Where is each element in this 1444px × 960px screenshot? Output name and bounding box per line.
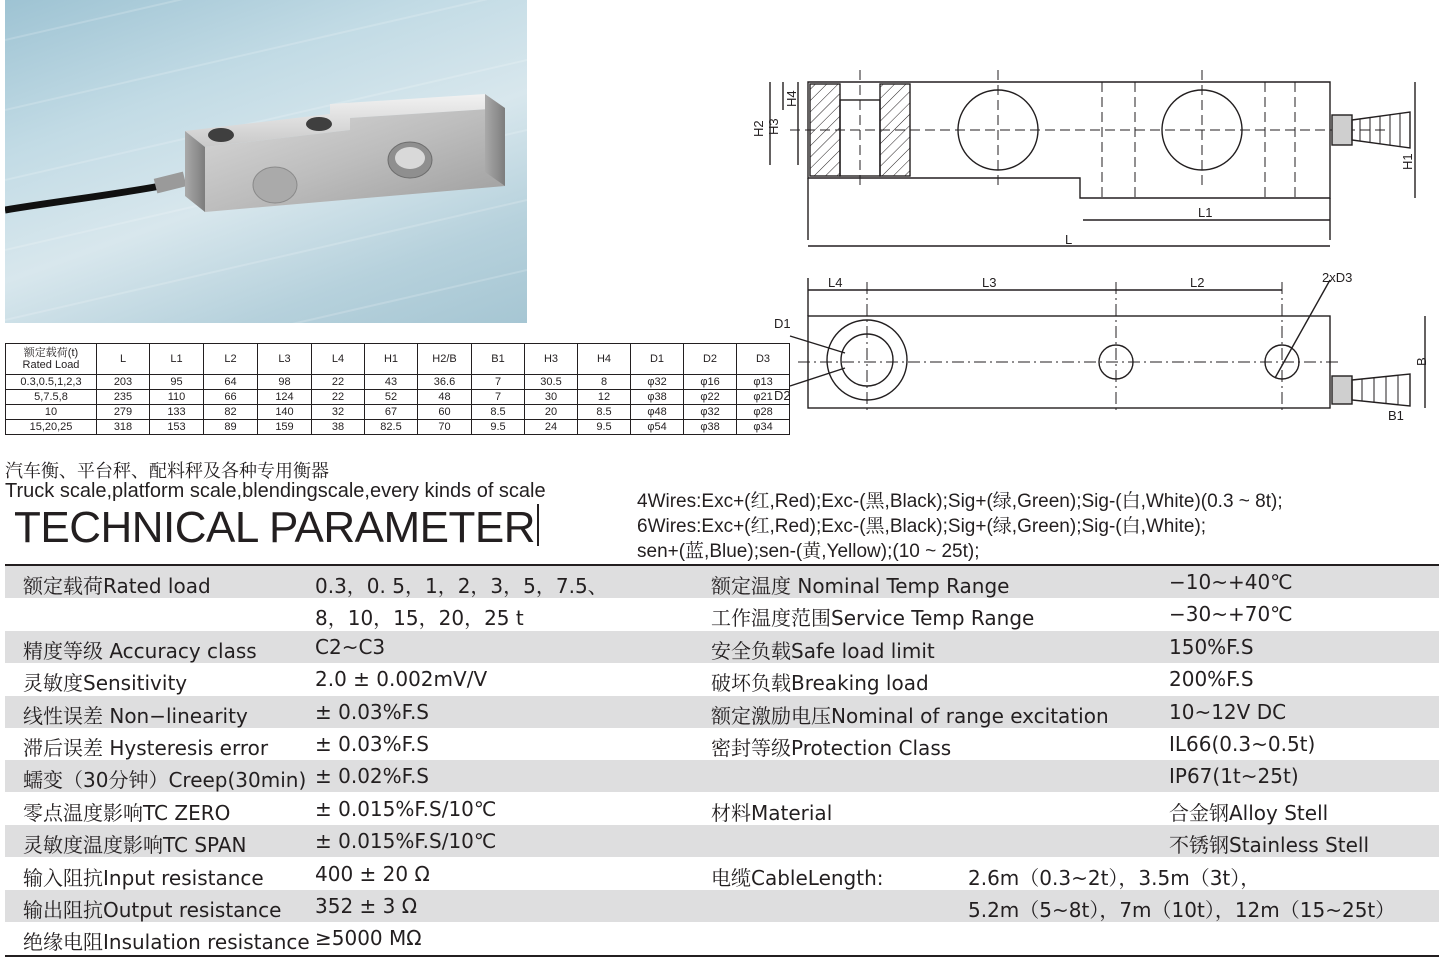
- dimension-cell: φ32: [684, 405, 737, 420]
- wiring-line-3: sen+(蓝,Blue);sen-(黄,Yellow);(10 ~ 25t);: [637, 541, 980, 562]
- dimension-cell: 82: [204, 405, 258, 420]
- dimension-cell: 82.5: [365, 420, 418, 435]
- dimension-cell: φ34: [737, 420, 790, 435]
- dimension-cell: 7: [472, 375, 525, 390]
- column-header: H3: [525, 344, 578, 375]
- param-name-right: 工作温度范围Service Temp Range: [711, 606, 1035, 631]
- dim-label-l4: L4: [828, 275, 843, 290]
- text-cursor: [537, 504, 539, 546]
- dim-label-h3: H3: [766, 118, 781, 135]
- column-header: B1: [472, 344, 525, 375]
- dim-label-2xd3: 2xD3: [1322, 270, 1353, 285]
- dimension-cell: 159: [258, 420, 312, 435]
- dimension-cell: 70: [418, 420, 472, 435]
- product-photo: [5, 0, 527, 323]
- dimension-cell: φ32: [631, 375, 684, 390]
- param-value: C2~C3: [315, 634, 386, 659]
- dimension-cell: 30: [525, 390, 578, 405]
- parameter-row: [5, 890, 1439, 922]
- dimension-table-header: [6, 344, 790, 375]
- parameter-row: [5, 663, 1439, 695]
- column-header: H2/B: [418, 344, 472, 375]
- dimension-cell: 95: [150, 375, 204, 390]
- dimension-table-body: [6, 375, 790, 435]
- dimension-cell: φ22: [684, 390, 737, 405]
- parameter-row: [5, 793, 1439, 825]
- dimension-cell: 24: [525, 420, 578, 435]
- dimension-cell: φ16: [684, 375, 737, 390]
- param-value-right: 合金钢Alloy Stell: [1169, 800, 1329, 825]
- param-value: 2.0 ± 0.002mV/V: [315, 667, 488, 692]
- dimension-cell: 8.5: [578, 405, 631, 420]
- param-name: 线性误差 Non−linearity: [23, 703, 248, 728]
- parameter-row: [5, 825, 1439, 857]
- dimension-cell: 124: [258, 390, 312, 405]
- application-cn: 汽车衡、平台秤、配料秤及各种专用衡器: [5, 461, 329, 482]
- dimension-cell: 52: [365, 390, 418, 405]
- param-value-right: 不锈钢Stainless Stell: [1169, 833, 1370, 858]
- param-value: ± 0.015%F.S/10℃: [315, 796, 497, 821]
- dim-label-b: B: [1414, 357, 1429, 366]
- param-value: ± 0.02%F.S: [315, 764, 429, 789]
- dimension-cell: 110: [150, 390, 204, 405]
- dimension-cell: φ38: [684, 420, 737, 435]
- param-name-right: 额定温度 Nominal Temp Range: [711, 574, 1010, 598]
- dimension-cell: 8.5: [472, 405, 525, 420]
- dimension-cell: 20: [525, 405, 578, 420]
- dimension-table-row: [6, 375, 790, 390]
- param-name: 滞后误差 Hysteresis error: [23, 736, 269, 760]
- rated-load-cell: 10: [6, 405, 97, 420]
- dimension-table: [5, 343, 790, 435]
- dim-label-l3: L3: [982, 275, 997, 290]
- rated-load-header: [6, 344, 97, 375]
- param-name: 输入阻抗Input resistance: [23, 865, 264, 890]
- param-name-right: 材料Material: [711, 800, 833, 825]
- param-name: 精度等级 Accuracy class: [23, 638, 257, 663]
- rated-load-cell: 0.3,0.5,1,2,3: [6, 375, 97, 390]
- dimension-table-row: [6, 390, 790, 405]
- dimension-cell: φ48: [631, 405, 684, 420]
- dim-label-d2: D2: [774, 388, 791, 403]
- param-name-right: 安全负载Safe load limit: [711, 638, 935, 663]
- param-name: 蠕变（30分钟）Creep(30min): [23, 768, 307, 793]
- dim-label-h4: H4: [784, 90, 799, 107]
- dimension-cell: 43: [365, 375, 418, 390]
- section-title: [14, 503, 539, 553]
- dimension-cell: 279: [97, 405, 150, 420]
- cable-length-value: 5.2m（5~8t），7m（10t），12m（15~25t）: [968, 898, 1396, 922]
- dimension-cell: 153: [150, 420, 204, 435]
- param-name-right: 电缆CableLength:: [711, 865, 884, 890]
- param-value-right: IL66(0.3~0.5t): [1169, 732, 1316, 756]
- param-value: 0.3，0. 5，1，2，3，5，7.5、: [315, 574, 608, 598]
- dimension-cell: 48: [418, 390, 472, 405]
- rated-load-header-en: Rated Load: [22, 359, 80, 371]
- dimension-cell: 318: [97, 420, 150, 435]
- dimension-cell: 22: [312, 375, 365, 390]
- rated-load-cell: 15,20,25: [6, 420, 97, 435]
- param-name: 绝缘电阻Insulation resistance: [23, 930, 310, 955]
- dimension-cell: 203: [97, 375, 150, 390]
- column-header: L4: [312, 344, 365, 375]
- rated-load-cell: 5,7.5,8: [6, 390, 97, 405]
- dim-label-h1: H1: [1400, 153, 1415, 170]
- dimension-cell: 60: [418, 405, 472, 420]
- param-name-right: 额定激励电压Nominal of range excitation: [711, 703, 1109, 728]
- dim-label-b1: B1: [1388, 408, 1404, 423]
- dimension-cell: φ54: [631, 420, 684, 435]
- top-view-drawing: [770, 268, 1440, 428]
- parameter-row: [5, 760, 1439, 792]
- parameter-row: [5, 598, 1439, 630]
- param-value: 8，10，15，20，25 t: [315, 606, 524, 631]
- column-header: H1: [365, 344, 418, 375]
- dimension-cell: φ13: [737, 375, 790, 390]
- column-header: H4: [578, 344, 631, 375]
- column-header: L3: [258, 344, 312, 375]
- dimension-cell: 8: [578, 375, 631, 390]
- dimension-cell: 133: [150, 405, 204, 420]
- column-header: D3: [737, 344, 790, 375]
- dimension-cell: 22: [312, 390, 365, 405]
- column-header: L2: [204, 344, 258, 375]
- parameter-row: [5, 631, 1439, 663]
- param-value: 352 ± 3 Ω: [315, 894, 418, 918]
- param-value-right: 200%F.S: [1169, 667, 1254, 692]
- dimension-table-row: [6, 420, 790, 435]
- param-value-right: −10~+40℃: [1169, 570, 1293, 594]
- dimension-cell: 67: [365, 405, 418, 420]
- wiring-line-2: 6Wires:Exc+(红,Red);Exc-(黑,Black);Sig+(绿,Green);Sig-(白,White);: [637, 516, 1207, 537]
- param-name: 灵敏度温度影响TC SPAN: [23, 833, 247, 858]
- application-en: Truck scale,platform scale,blendingscale,every kinds of scale: [5, 480, 546, 502]
- param-name: 灵敏度Sensitivity: [23, 671, 188, 696]
- param-value-right: IP67(1t~25t): [1169, 764, 1299, 789]
- cable-length-value: 2.6m（0.3~2t），3.5m（3t），: [968, 865, 1261, 890]
- dim-label-l2: L2: [1190, 275, 1205, 290]
- column-header: D2: [684, 344, 737, 375]
- dimension-cell: 140: [258, 405, 312, 420]
- dimension-cell: 235: [97, 390, 150, 405]
- dimension-cell: φ28: [737, 405, 790, 420]
- dimension-cell: 98: [258, 375, 312, 390]
- param-name-right: 密封等级Protection Class: [711, 736, 952, 760]
- param-name: 输出阻抗Output resistance: [23, 898, 282, 922]
- side-view-drawing: [750, 70, 1440, 260]
- dimension-cell: 64: [204, 375, 258, 390]
- dimension-cell: 38: [312, 420, 365, 435]
- dimension-cell: 9.5: [472, 420, 525, 435]
- dimension-cell: φ21: [737, 390, 790, 405]
- dimension-cell: 12: [578, 390, 631, 405]
- column-header: L: [97, 344, 150, 375]
- param-value: 400 ± 20 Ω: [315, 861, 430, 886]
- dimension-cell: 36.6: [418, 375, 472, 390]
- param-name-right: 破坏负载Breaking load: [711, 671, 929, 696]
- param-value: ≥5000 MΩ: [315, 926, 422, 951]
- dim-label-h2: H2: [751, 120, 766, 137]
- parameter-row: [5, 566, 1439, 598]
- dim-label-d1: D1: [774, 316, 791, 331]
- param-value: ± 0.03%F.S: [315, 699, 429, 724]
- dimension-cell: 7: [472, 390, 525, 405]
- rated-load-header-cn: 额定载荷(t): [23, 347, 79, 359]
- dimension-cell: 89: [204, 420, 258, 435]
- param-value-right: −30~+70℃: [1169, 602, 1293, 627]
- dim-label-l: L: [1065, 232, 1073, 247]
- param-value: ± 0.03%F.S: [315, 732, 429, 756]
- parameter-row: [5, 858, 1439, 890]
- param-value-right: 10~12V DC: [1169, 699, 1287, 724]
- dimension-cell: 30.5: [525, 375, 578, 390]
- section-title-text: TECHNICAL PARAMETER: [14, 503, 536, 552]
- parameter-row: [5, 922, 1439, 954]
- table-rule: [5, 955, 1439, 957]
- dimension-cell: 9.5: [578, 420, 631, 435]
- dim-label-l1: L1: [1198, 205, 1213, 220]
- param-name: 额定载荷Rated load: [23, 574, 211, 598]
- dimension-cell: 32: [312, 405, 365, 420]
- dimension-table-row: [6, 405, 790, 420]
- param-value: ± 0.015%F.S/10℃: [315, 829, 497, 854]
- param-value-right: 150%F.S: [1169, 634, 1254, 659]
- dimension-cell: 66: [204, 390, 258, 405]
- parameter-row: [5, 696, 1439, 728]
- column-header: D1: [631, 344, 684, 375]
- column-header: L1: [150, 344, 204, 375]
- parameter-row: [5, 728, 1439, 760]
- param-name: 零点温度影响TC ZERO: [23, 800, 231, 825]
- dimension-cell: φ38: [631, 390, 684, 405]
- wiring-line-1: 4Wires:Exc+(红,Red);Exc-(黑,Black);Sig+(绿,Green);Sig-(白,White)(0.3 ~ 8t);: [637, 491, 1283, 512]
